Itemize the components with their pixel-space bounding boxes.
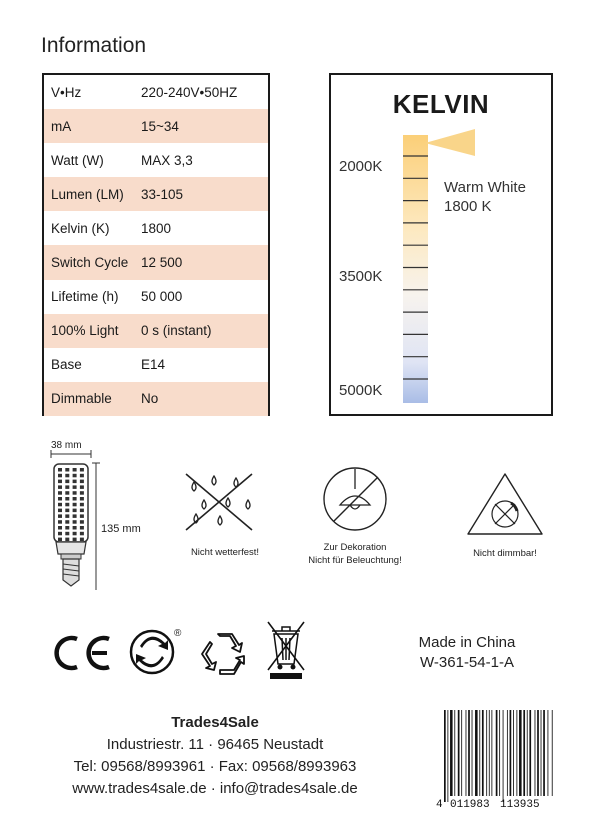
spec-value: 12 500: [134, 245, 268, 279]
spec-row: [44, 143, 268, 177]
spec-row: [44, 211, 268, 245]
barcode-digit-first: 4: [436, 799, 443, 810]
recycling-icon: [200, 630, 250, 676]
raindrops-crossed-icon: [170, 470, 280, 540]
spec-row: [44, 177, 268, 211]
spec-row: [44, 314, 268, 348]
ean-barcode: [436, 710, 554, 815]
not-dimmable-block: [450, 470, 560, 570]
spec-value: 1800: [141, 220, 172, 236]
spec-key: Watt (W): [51, 152, 104, 168]
spec-value: 50 000: [141, 289, 183, 305]
spec-value: No: [134, 382, 268, 416]
ce-mark-icon: [47, 633, 117, 673]
spec-key: Base: [51, 357, 82, 373]
spec-key: mA: [44, 109, 134, 143]
spec-row: [44, 348, 268, 382]
kelvin-warm-label: Warm White: [444, 179, 526, 196]
spec-key: Lifetime (h): [51, 289, 119, 305]
spec-value: MAX 3,3: [141, 152, 193, 168]
kelvin-label-5000: 5000K: [339, 382, 383, 399]
page-title: Information: [41, 34, 147, 57]
kelvin-label-2000: 2000K: [339, 158, 383, 175]
company-name: Trades4Sale: [171, 714, 259, 731]
spec-value: 15~34: [134, 109, 268, 143]
dimmer-triangle-crossed-icon: [450, 470, 560, 540]
spec-value: 220-240V•50HZ: [141, 84, 238, 100]
barcode-digits-left: 011983: [450, 799, 490, 810]
spec-key: 100% Light: [44, 314, 134, 348]
lamp-height-label: 135 mm: [101, 523, 141, 535]
decoration-only-block: [290, 463, 420, 573]
company-address: [20, 712, 410, 800]
kelvin-scale: [331, 75, 551, 414]
company-phone-fax: Tel: 09568/8993961 · Fax: 09568/8993963: [73, 758, 357, 775]
not-dimmable-label: Nicht dimmbar!: [473, 548, 537, 559]
kelvin-title: KELVIN: [392, 89, 490, 119]
article-number: W-361-54-1-A: [420, 654, 514, 671]
spec-value: 33-105: [134, 177, 268, 211]
spec-row: [44, 245, 268, 279]
lamp-dimension-drawing: [40, 440, 150, 590]
made-in-label: Made in China: [418, 634, 516, 651]
company-street: Industriestr. 11 · 96465 Neustadt: [106, 736, 324, 753]
registered-mark: ®: [174, 628, 182, 639]
decoration-label-line2: Nicht für Beleuchtung!: [308, 555, 402, 566]
kelvin-panel: [329, 73, 553, 416]
spec-value: 0 s (instant): [134, 314, 268, 348]
kelvin-gradient-bar: [403, 135, 428, 403]
spec-row: [44, 75, 268, 109]
spec-key: Lumen (LM): [44, 177, 134, 211]
ceiling-lamp-crossed-icon: [290, 463, 420, 535]
spec-key: V•Hz: [51, 84, 82, 100]
spec-row: [44, 109, 268, 143]
spec-table: [42, 73, 270, 416]
not-weatherproof-label: Nicht wetterfest!: [190, 547, 260, 558]
lamp-width-label: 38 mm: [51, 440, 82, 451]
origin-info: [392, 633, 542, 673]
weee-bin-icon: [264, 618, 308, 680]
spec-key: Switch Cycle: [44, 245, 134, 279]
decoration-label-line1: Zur Dekoration: [323, 542, 387, 553]
kelvin-indicator: [425, 129, 475, 156]
spec-value: E14: [141, 357, 166, 373]
company-web-mail: www.trades4sale.de · info@trades4sale.de: [72, 780, 358, 797]
spec-key: Kelvin (K): [51, 220, 110, 236]
barcode-digits-right: 113935: [500, 799, 540, 810]
spec-key: Dimmable: [44, 382, 134, 416]
spec-row: [44, 382, 268, 416]
not-weatherproof-block: [170, 470, 280, 570]
spec-row: [44, 280, 268, 314]
green-dot-icon: [128, 628, 188, 678]
kelvin-label-3500: 3500K: [339, 268, 383, 285]
kelvin-warm-value: 1800 K: [444, 198, 492, 215]
